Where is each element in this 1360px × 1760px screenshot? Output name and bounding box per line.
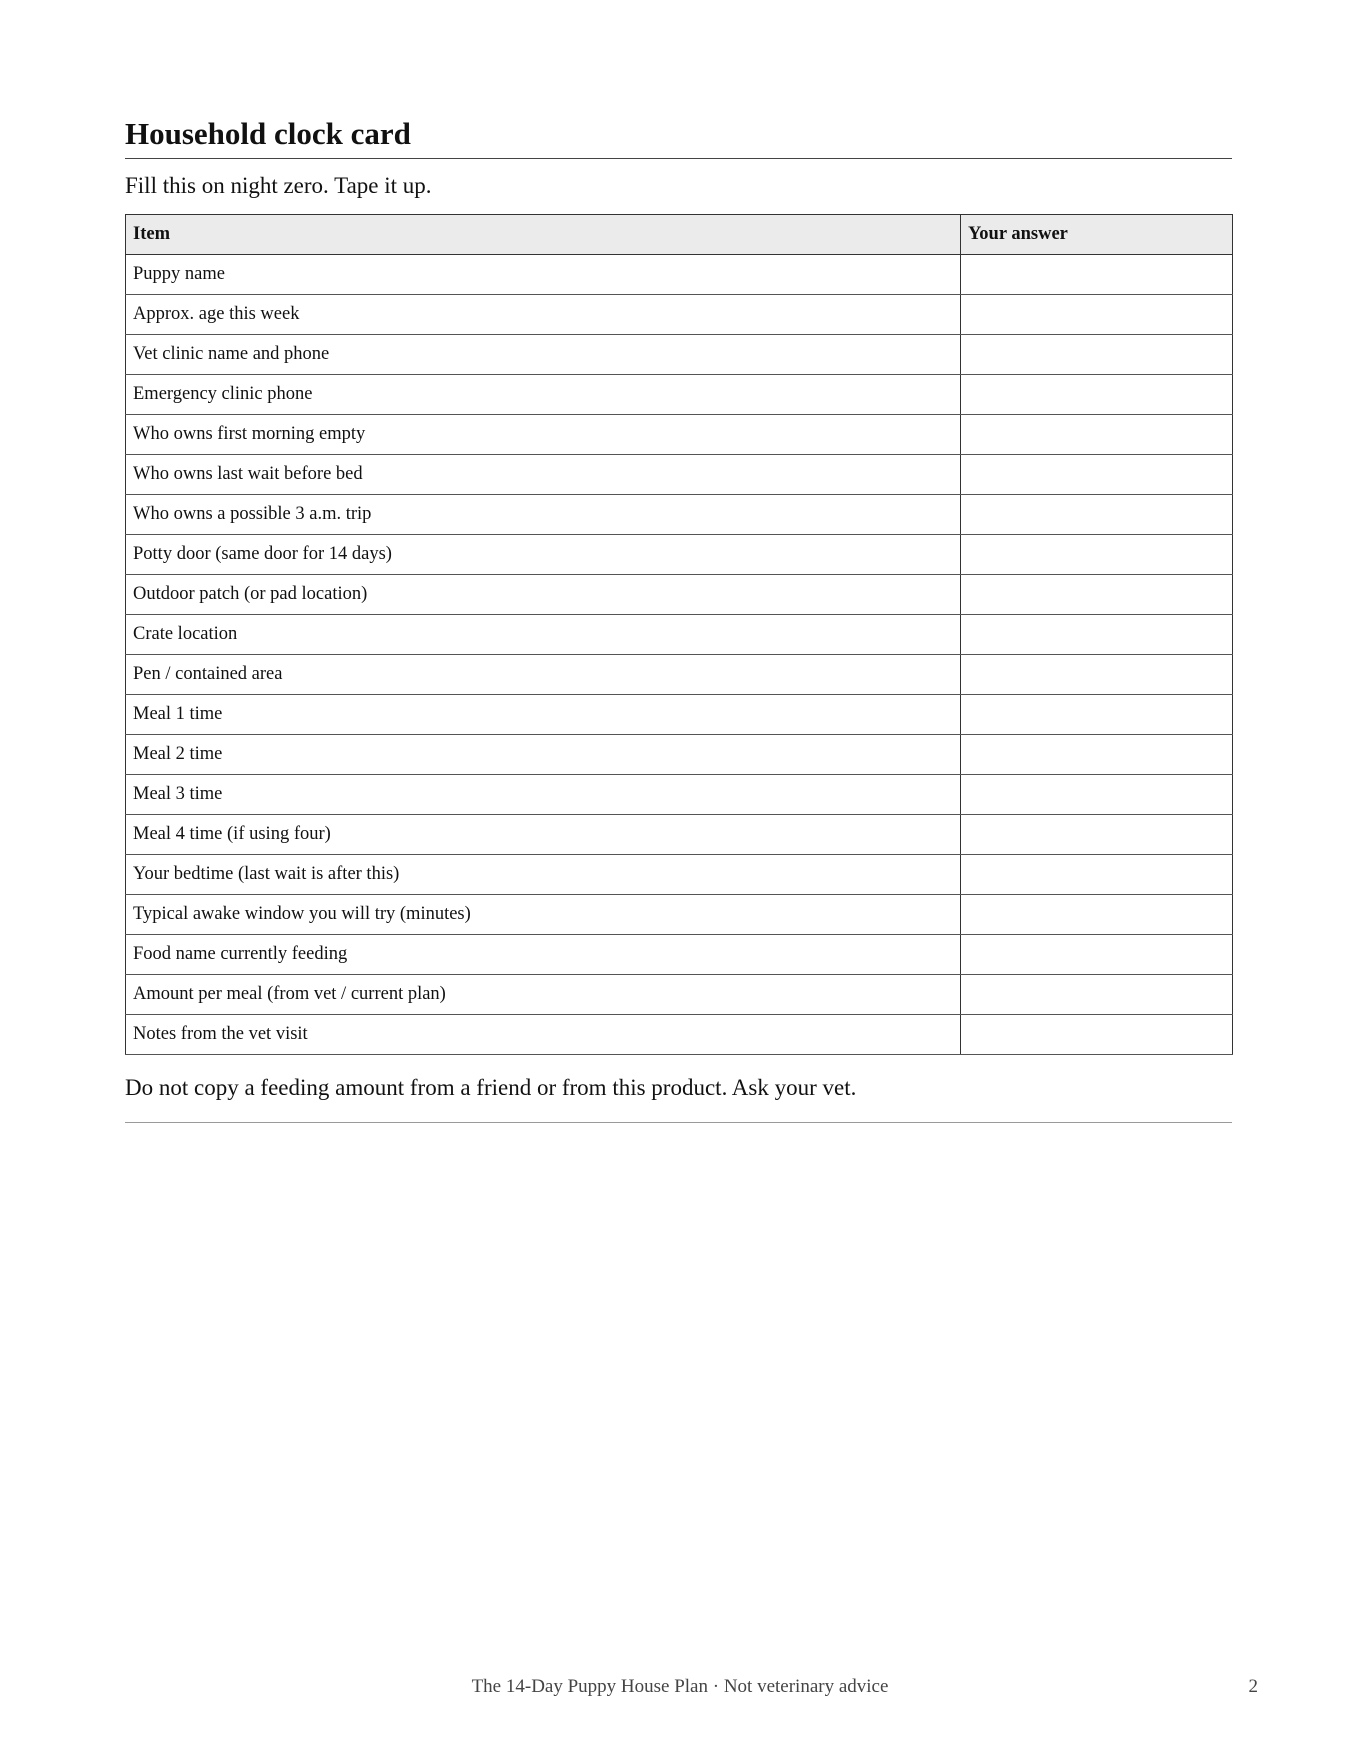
table-row: [126, 655, 1233, 695]
table-row: [126, 575, 1233, 615]
row-item-label: Meal 2 time: [126, 735, 961, 775]
row-item-label: Who owns last wait before bed: [126, 455, 961, 495]
row-item-label: Typical awake window you will try (minutes): [126, 895, 961, 935]
table-row: [126, 975, 1233, 1015]
row-answer-cell[interactable]: [961, 455, 1233, 495]
row-answer-cell[interactable]: [961, 655, 1233, 695]
row-item-label: Who owns a possible 3 a.m. trip: [126, 495, 961, 535]
row-item-label: Meal 4 time (if using four): [126, 815, 961, 855]
row-item-label: Pen / contained area: [126, 655, 961, 695]
row-item-label: Who owns first morning empty: [126, 415, 961, 455]
row-item-label: Your bedtime (last wait is after this): [126, 855, 961, 895]
row-item-label: Amount per meal (from vet / current plan): [126, 975, 961, 1015]
table-header-row: [126, 215, 1233, 255]
page-content: [125, 112, 1232, 1123]
table-row: [126, 415, 1233, 455]
row-item-label: Meal 1 time: [126, 695, 961, 735]
feeding-note: Do not copy a feeding amount from a friend or from this product. Ask your vet.: [125, 1075, 857, 1100]
divider: [125, 1122, 1232, 1123]
row-item-label: Crate location: [126, 615, 961, 655]
table-row: [126, 775, 1233, 815]
row-item-label: Meal 3 time: [126, 775, 961, 815]
table-row: [126, 455, 1233, 495]
row-item-label: Approx. age this week: [126, 295, 961, 335]
table-row: [126, 895, 1233, 935]
page-number: 2: [1248, 1676, 1258, 1697]
table-row: [126, 295, 1233, 335]
row-answer-cell[interactable]: [961, 935, 1233, 975]
table-row: [126, 735, 1233, 775]
page-title: Household clock card: [125, 112, 1232, 159]
column-header-answer: Your answer: [961, 215, 1233, 255]
row-answer-cell[interactable]: [961, 335, 1233, 375]
table-row: [126, 375, 1233, 415]
table-row: [126, 615, 1233, 655]
row-item-label: Outdoor patch (or pad location): [126, 575, 961, 615]
row-item-label: Notes from the vet visit: [126, 1015, 961, 1055]
row-answer-cell[interactable]: [961, 615, 1233, 655]
clock-card-table: [125, 214, 1233, 1055]
row-item-label: Food name currently feeding: [126, 935, 961, 975]
row-answer-cell[interactable]: [961, 415, 1233, 455]
row-item-label: Puppy name: [126, 255, 961, 295]
table-row: [126, 815, 1233, 855]
row-answer-cell[interactable]: [961, 855, 1233, 895]
row-item-label: Potty door (same door for 14 days): [126, 535, 961, 575]
row-answer-cell[interactable]: [961, 375, 1233, 415]
table-row: [126, 935, 1233, 975]
row-answer-cell[interactable]: [961, 575, 1233, 615]
row-answer-cell[interactable]: [961, 975, 1233, 1015]
table-row: [126, 255, 1233, 295]
row-answer-cell[interactable]: [961, 255, 1233, 295]
column-header-item: Item: [126, 215, 961, 255]
row-answer-cell[interactable]: [961, 895, 1233, 935]
table-row: [126, 535, 1233, 575]
row-answer-cell[interactable]: [961, 775, 1233, 815]
row-answer-cell[interactable]: [961, 1015, 1233, 1055]
footer-text: The 14-Day Puppy House Plan · Not veterinary advice: [471, 1676, 889, 1697]
row-item-label: Emergency clinic phone: [126, 375, 961, 415]
row-answer-cell[interactable]: [961, 495, 1233, 535]
table-row: [126, 695, 1233, 735]
row-answer-cell[interactable]: [961, 815, 1233, 855]
table-row: [126, 335, 1233, 375]
table-body: [126, 255, 1233, 1055]
row-answer-cell[interactable]: [961, 295, 1233, 335]
page-subtitle: Fill this on night zero. Tape it up.: [125, 173, 432, 198]
table-row: [126, 495, 1233, 535]
row-item-label: Vet clinic name and phone: [126, 335, 961, 375]
row-answer-cell[interactable]: [961, 735, 1233, 775]
table-row: [126, 1015, 1233, 1055]
row-answer-cell[interactable]: [961, 695, 1233, 735]
table-row: [126, 855, 1233, 895]
row-answer-cell[interactable]: [961, 535, 1233, 575]
